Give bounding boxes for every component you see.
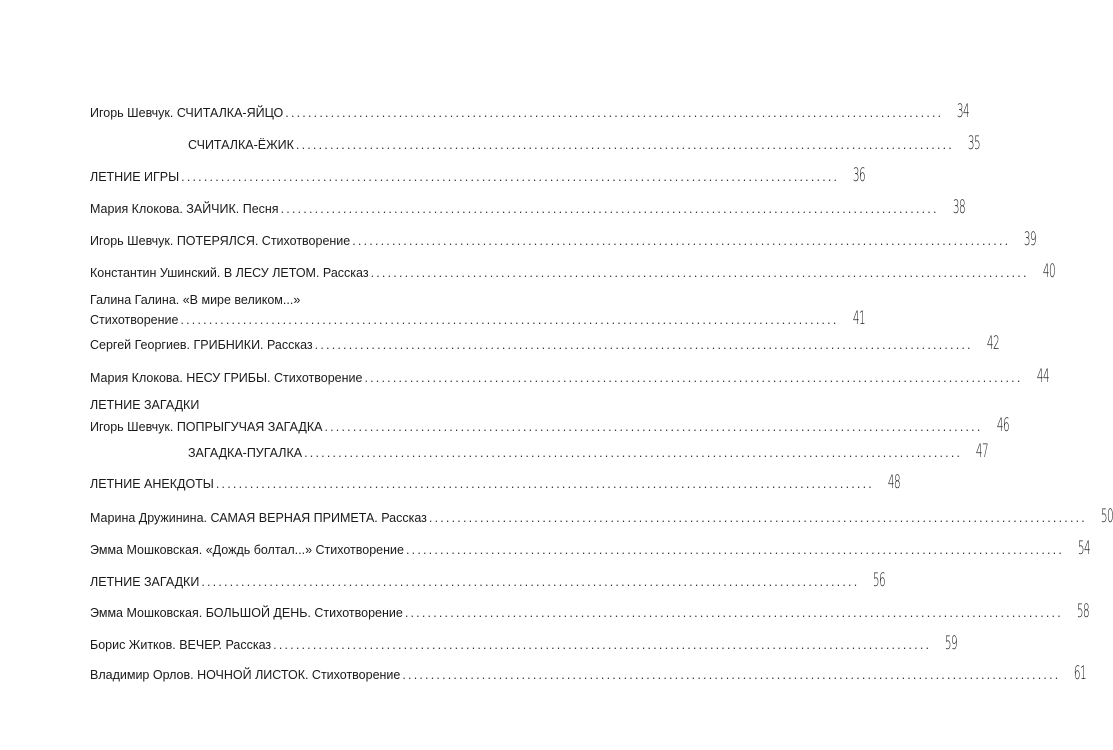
toc-entry (90, 505, 1113, 527)
toc-page-number: 35 (967, 132, 981, 154)
dot-leader: .................................................................................................................... (215, 477, 874, 491)
toc-entry (90, 365, 1049, 387)
dot-leader: .................................................................................................................... (428, 511, 1087, 525)
dot-leader: .................................................................................................................... (314, 338, 973, 352)
toc-entry (90, 332, 999, 354)
toc-entry (90, 600, 1089, 622)
toc-page-number: 58 (1076, 600, 1089, 622)
toc-page-number: 59 (945, 632, 958, 654)
toc-entry (90, 414, 1009, 436)
toc-page-number: 41 (852, 307, 865, 329)
dot-leader: .................................................................................................................... (404, 606, 1063, 620)
dot-leader: .................................................................................................................... (304, 446, 963, 460)
toc-entry-title: Эмма Мошковская. «Дождь болтал...» Стихотворение (90, 543, 404, 557)
toc-entry-title: Игорь Шевчук. ПОПРЫГУЧАЯ ЗАГАДКА (90, 420, 323, 434)
toc-page-number: 54 (1077, 537, 1091, 559)
toc-entry (90, 293, 865, 329)
toc-entry-title: ЛЕТНИЕ ИГРЫ (90, 170, 180, 184)
toc-entry (90, 632, 958, 654)
dot-leader: .................................................................................................................... (402, 668, 1061, 682)
toc-entry (90, 132, 981, 154)
toc-page-number: 48 (887, 471, 901, 493)
toc-entry-title: Марина Дружинина. САМАЯ ВЕРНАЯ ПРИМЕТА. Рассказ (90, 511, 427, 525)
toc-entry (90, 569, 886, 591)
dot-leader: .................................................................................................................... (352, 234, 1011, 248)
toc-page-number: 46 (996, 414, 1009, 436)
toc-page-number: 36 (853, 164, 866, 186)
dot-leader: .................................................................................................................... (295, 138, 954, 152)
toc-entry (90, 164, 866, 186)
toc-entry-title: ЛЕТНИЕ АНЕКДОТЫ (90, 477, 214, 491)
toc-entry-title: Мария Клокова. НЕСУ ГРИБЫ. Стихотворение (90, 371, 363, 385)
dot-leader: .................................................................................................................... (181, 170, 840, 184)
dot-leader: .................................................................................................................... (370, 266, 1029, 280)
toc-entry-title: Игорь Шевчук. ПОТЕРЯЛСЯ. Стихотворение (90, 234, 351, 248)
toc-page-number: 34 (957, 100, 970, 122)
toc-entry-title: ЗАГАДКА-ПУГАЛКА (188, 446, 303, 460)
toc-page-number: 39 (1024, 228, 1037, 250)
toc-entry-title-continued: Стихотворение (90, 313, 179, 327)
dot-leader: .................................................................................................................... (405, 543, 1065, 557)
toc-entry (90, 260, 1055, 282)
toc-entry (90, 662, 1087, 684)
dot-leader: .................................................................................................................... (324, 420, 983, 434)
toc-page-number: 56 (873, 569, 886, 591)
dot-leader: .................................................................................................................... (364, 371, 1023, 385)
toc-entry-title: ЛЕТНИЕ ЗАГАДКИ (90, 575, 200, 589)
toc-entry-title: Эмма Мошковская. БОЛЬШОЙ ДЕНЬ. Стихотворение (90, 606, 403, 620)
toc-entry (90, 537, 1091, 559)
toc-entry-title: Владимир Орлов. НОЧНОЙ ЛИСТОК. Стихотворение (90, 668, 401, 682)
dot-leader: .................................................................................................................... (273, 638, 932, 652)
toc-page-number: 44 (1036, 365, 1049, 387)
toc-entry-title: Сергей Георгиев. ГРИБНИКИ. Рассказ (90, 338, 313, 352)
toc-entry-title: Галина Галина. «В мире великом...» (90, 293, 301, 307)
toc-page-number: 38 (952, 196, 965, 218)
dot-leader: .................................................................................................................... (280, 202, 939, 216)
toc-entry (90, 196, 965, 218)
dot-leader: .................................................................................................................... (285, 106, 944, 120)
toc-entry-title: Борис Житков. ВЕЧЕР. Рассказ (90, 638, 272, 652)
toc-page-number: 61 (1074, 662, 1087, 684)
toc-page-number: 50 (1100, 505, 1113, 527)
toc-entry-title: Игорь Шевчук. СЧИТАЛКА-ЯЙЦО (90, 106, 284, 120)
toc-entry-title: СЧИТАЛКА-ЁЖИК (188, 138, 294, 152)
toc-entry (90, 440, 989, 462)
toc-page-number: 40 (1042, 260, 1055, 282)
toc-entry (90, 100, 970, 122)
toc-page-number: 42 (986, 332, 999, 354)
dot-leader: .................................................................................................................... (180, 313, 839, 327)
toc-entry (90, 228, 1037, 250)
section-heading: ЛЕТНИЕ ЗАГАДКИ (90, 398, 200, 412)
toc-page-number: 47 (976, 440, 989, 462)
toc-entry-title: Константин Ушинский. В ЛЕСУ ЛЕТОМ. Рассказ (90, 266, 369, 280)
toc-entry-title: Мария Клокова. ЗАЙЧИК. Песня (90, 202, 279, 216)
dot-leader: .................................................................................................................... (201, 575, 860, 589)
toc-entry (90, 471, 901, 493)
